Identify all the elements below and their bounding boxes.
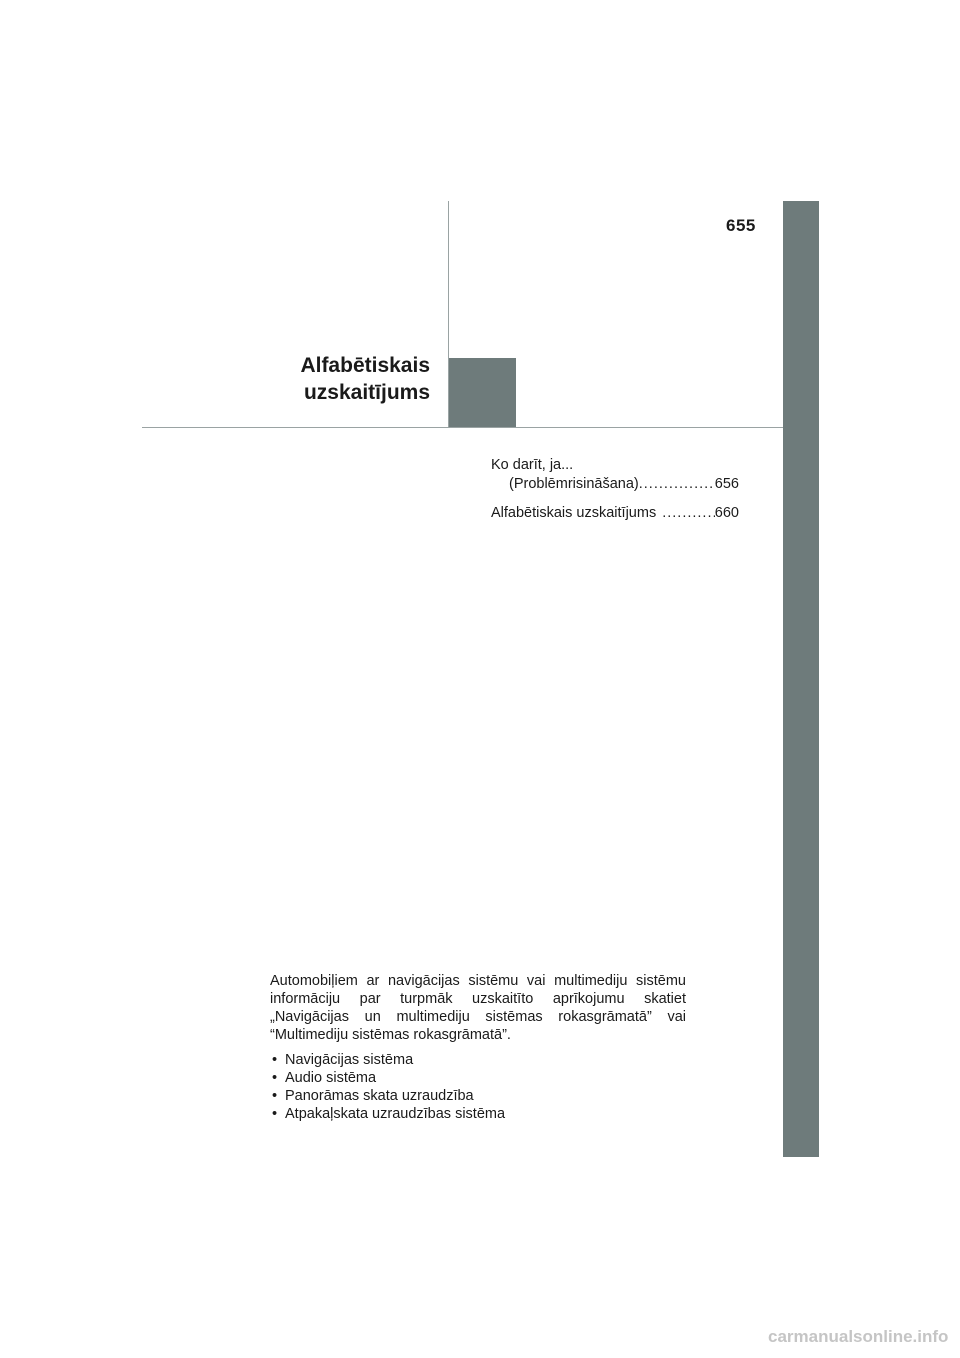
- toc-page-number: 656: [714, 476, 739, 492]
- list-item: • Panorāmas skata uzraudzība: [270, 1087, 686, 1105]
- side-tab: [783, 201, 819, 1157]
- page-number: 655: [726, 216, 756, 235]
- toc-entry-index[interactable]: [491, 504, 739, 523]
- section-title-line2: uzskaitījums: [303, 381, 430, 404]
- horizontal-divider: [142, 427, 783, 428]
- table-of-contents: [491, 456, 739, 533]
- note-list: [270, 1051, 686, 1123]
- list-item: • Navigācijas sistēma: [270, 1051, 686, 1069]
- section-title: [300, 352, 430, 406]
- note-paragraph: Automobiļiem ar navigācijas sistēmu vai multimediju sistēmu informāciju par turpmāk uzskaitīto aprīkojumu skatiet „Navigācijas un multimediju sistēmas rokasgrāmatā” vai “Multimediju sistēmas rokasgrāmatā”.: [270, 973, 686, 1043]
- toc-leader-dots: [639, 475, 715, 494]
- section-title-line1: Alfabētiskais: [300, 354, 430, 377]
- toc-page-number: 660: [714, 505, 739, 521]
- toc-entry-title: Ko darīt, ja...: [491, 457, 574, 473]
- list-item: • Audio sistēma: [270, 1069, 686, 1087]
- multimedia-note: [270, 972, 686, 1123]
- list-item: • Atpakaļskata uzraudzības sistēma: [270, 1105, 686, 1123]
- toc-entry-subtitle: (Problēmrisināšana): [509, 476, 639, 492]
- toc-leader-dots: [662, 504, 715, 523]
- toc-entry-title: Alfabētiskais uzskaitījums: [491, 505, 657, 521]
- watermark: carmanualsonline.info: [768, 1327, 949, 1346]
- section-marker-block: [449, 358, 516, 427]
- toc-entry-troubleshooting[interactable]: [491, 456, 739, 494]
